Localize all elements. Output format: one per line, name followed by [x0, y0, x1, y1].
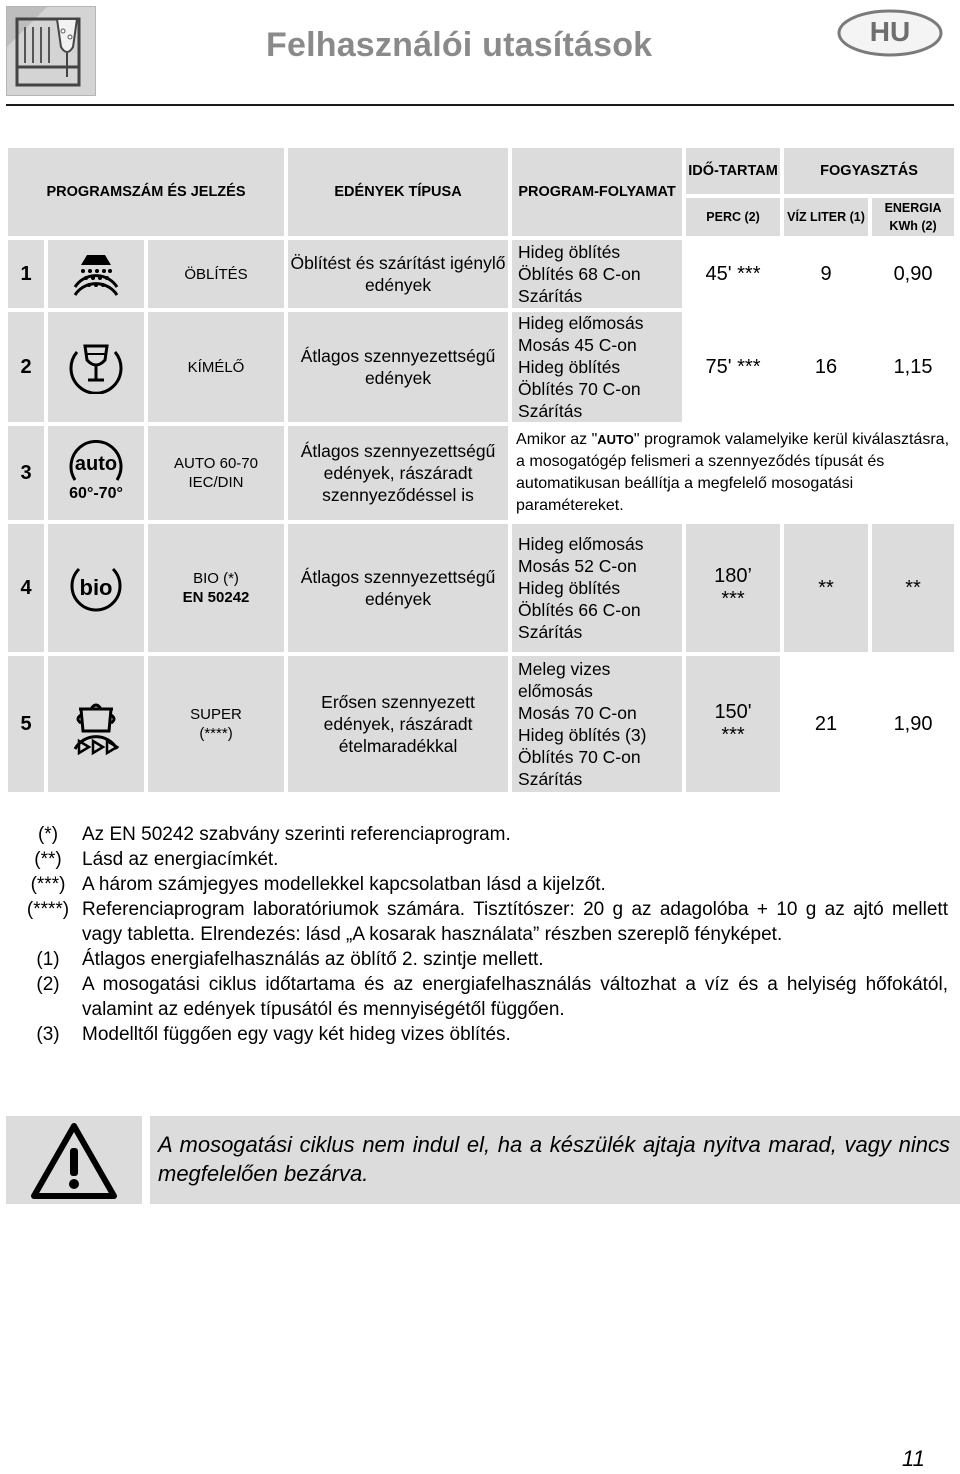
footnote-mark: (**)	[34, 849, 62, 870]
program-name-label: KÍMÉLŐ	[187, 358, 245, 376]
dish-type: Erősen szennyezett edények, rászáradt ételmaradékkal	[286, 654, 510, 794]
auto-program-note	[510, 424, 956, 522]
footnote	[14, 947, 948, 972]
flow-step: Mosás 70 C-on	[518, 703, 637, 723]
program-name-line2: IEC/DIN	[188, 474, 244, 491]
water-value: 16	[782, 310, 870, 424]
program-name	[146, 654, 286, 794]
dish-type: Átlagos szennyezettségű edények	[286, 310, 510, 424]
program-name-line1: AUTO 60-70	[174, 455, 258, 472]
flow-step: Meleg vizes előmosás	[518, 659, 611, 701]
rinse-shower-icon	[46, 238, 146, 310]
footnote-text: A mosogatási ciklus időtartama és az energiafelhasználás változhat a víz és a helyiség hőfokától, valamint az edények típusától és mennyiségétől függően.	[82, 974, 948, 1020]
program-name	[146, 424, 286, 522]
table-row	[6, 424, 956, 522]
footnote-mark: (1)	[36, 949, 60, 970]
water-value: 21	[782, 654, 870, 794]
dish-type: Átlagos szennyezettségű edények	[286, 522, 510, 654]
header-consumption	[782, 146, 956, 196]
program-flow	[510, 654, 684, 794]
delicate-glass-icon	[46, 310, 146, 424]
footnote-text: A három számjegyes modellekkel kapcsolatban lásd a kijelzőt.	[82, 874, 606, 895]
program-flow	[510, 310, 684, 424]
dish-type: Öblítést és szárítást igénylő edények	[286, 238, 510, 310]
program-number: 3	[6, 424, 46, 522]
program-number: 4	[6, 522, 46, 654]
footnote-text: Referenciaprogram laboratóriumok számára. Tisztítószer: 20 g az adagolóba + 10 g az ajtó mellett vagy tabletta. Elrendezés: lásd „A kosarak használata” részben szereplõ fényképet.	[82, 899, 948, 945]
table-row	[6, 522, 956, 654]
program-number: 2	[6, 310, 46, 424]
water-value: **	[782, 522, 870, 654]
program-name	[146, 522, 286, 654]
warning-text-box	[150, 1116, 960, 1204]
page-title: Felhasználói utasítások	[266, 26, 653, 64]
program-number: 5	[6, 654, 46, 794]
table-row	[6, 238, 956, 310]
footnote-mark: (3)	[36, 1024, 60, 1045]
header-duration-label: IDŐ-TARTAM	[688, 163, 778, 180]
footnote	[14, 1022, 948, 1047]
flow-step: Szárítás	[518, 622, 583, 642]
flow-step: Öblítés 68 C-on	[518, 264, 641, 284]
flow-step: Mosás 45 C-on	[518, 335, 637, 355]
footnote-text: Az EN 50242 szabvány szerinti referenciaprogram.	[82, 824, 511, 845]
flow-step: Öblítés 70 C-on	[518, 379, 641, 399]
flow-step: Hideg öblítés	[518, 242, 621, 262]
footnote-mark: (*)	[37, 824, 59, 845]
program-name-line1: SUPER	[190, 706, 242, 723]
duration-value-line1: 180’	[714, 565, 752, 587]
footnote-text: Átlagos energiafelhasználás az öblítő 2. szintje mellett.	[82, 949, 544, 970]
program-name-label: ÖBLÍTÉS	[184, 265, 248, 283]
warning-text: A mosogatási ciklus nem indul el, ha a készülék ajtaja nyitva marad, vagy nincs megfelelően bezárva.	[158, 1132, 950, 1186]
flow-step: Szárítás	[518, 286, 583, 306]
flow-step: Szárítás	[518, 401, 583, 421]
footnote-text: Modelltől függően egy vagy két hideg vizes öblítés.	[82, 1024, 511, 1045]
header-water-label: VÍZ LITER (1)	[787, 210, 865, 225]
duration-value: 75' ***	[684, 310, 782, 424]
flow-step: Hideg öblítés	[518, 357, 621, 377]
language-badge	[836, 8, 944, 58]
header-duration	[684, 146, 782, 196]
header-dishes-label: EDÉNYEK TÍPUSA	[334, 184, 462, 200]
auto-note-prefix: Amikor az "	[516, 431, 598, 448]
dish-type: Átlagos szennyezettségű edények, rászáradt szennyeződéssel is	[286, 424, 510, 522]
program-table	[6, 146, 956, 794]
program-flow	[510, 238, 684, 310]
duration-value-line2: ***	[721, 588, 745, 610]
footnote-mark: (***)	[30, 874, 66, 895]
page-number: 11	[902, 1446, 925, 1471]
energy-value: 1,15	[870, 310, 956, 424]
duration-value: 45' ***	[684, 238, 782, 310]
table-row	[6, 654, 956, 794]
header-program-label: PROGRAMSZÁM ÉS JELZÉS	[46, 184, 246, 200]
header-flow	[510, 146, 684, 238]
program-number: 1	[6, 238, 46, 310]
bio-program-icon	[46, 522, 146, 654]
program-name	[146, 310, 286, 424]
flow-step: Hideg előmosás	[518, 534, 644, 554]
flow-step: Hideg előmosás	[518, 313, 644, 333]
header-energy	[870, 196, 956, 238]
header-program	[6, 146, 286, 238]
auto-program-icon	[46, 424, 146, 522]
footnote	[14, 897, 948, 947]
water-value: 9	[782, 238, 870, 310]
header-divider	[6, 104, 954, 106]
footnote	[14, 822, 948, 847]
warning-box	[6, 1116, 954, 1204]
auto-icon-temperature: 60°-70°	[69, 485, 123, 502]
duration-value	[684, 522, 782, 654]
energy-value: 1,90	[870, 654, 956, 794]
flow-step: Szárítás	[518, 769, 583, 789]
bio-icon-label: bio	[79, 575, 113, 600]
program-name-line1: BIO (*)	[193, 570, 239, 587]
energy-value: **	[870, 522, 956, 654]
auto-note-keyword: AUTO	[597, 432, 634, 447]
header-minutes-label: PERC (2)	[706, 210, 760, 225]
footnote	[14, 847, 948, 872]
warning-triangle-icon	[6, 1116, 142, 1204]
footnote-mark: (****)	[26, 899, 70, 920]
program-name-line2: EN 50242	[182, 589, 250, 606]
table-row	[6, 310, 956, 424]
header-minutes	[684, 196, 782, 238]
duration-value-line2: ***	[721, 724, 745, 746]
header-consumption-label: FOGYASZTÁS	[820, 163, 918, 180]
program-name-line2: (****)	[199, 725, 233, 742]
duration-value	[684, 654, 782, 794]
header-water	[782, 196, 870, 238]
duration-value-line1: 150'	[714, 701, 752, 723]
program-flow	[510, 522, 684, 654]
footnote-text: Lásd az energiacímkét.	[82, 849, 279, 870]
footnote-mark: (2)	[36, 974, 60, 995]
auto-note-suffix: " programok valamelyike kerül kiválasztásra, a mosogatógép felismeri a szennyeződés típusát és automatikusan beállítja a megfelelő mosogatási paramétereket.	[516, 431, 950, 514]
header-energy-label: ENERGIA KWh (2)	[884, 201, 942, 234]
flow-step: Hideg öblítés	[518, 578, 621, 598]
flow-step: Hideg öblítés (3)	[518, 725, 647, 745]
language-code: HU	[869, 16, 911, 47]
program-name	[146, 238, 286, 310]
header-dishes	[286, 146, 510, 238]
footnotes	[14, 822, 948, 1047]
footnote	[14, 872, 948, 897]
auto-icon-label: auto	[74, 453, 118, 475]
footnote	[14, 972, 948, 1022]
flow-step: Mosás 52 C-on	[518, 556, 637, 576]
flow-step: Öblítés 70 C-on	[518, 747, 641, 767]
header-flow-label: PROGRAM-FOLYAMAT	[518, 184, 676, 200]
super-pot-icon	[46, 654, 146, 794]
dishwasher-logo	[6, 6, 96, 96]
flow-step: Öblítés 66 C-on	[518, 600, 641, 620]
energy-value: 0,90	[870, 238, 956, 310]
